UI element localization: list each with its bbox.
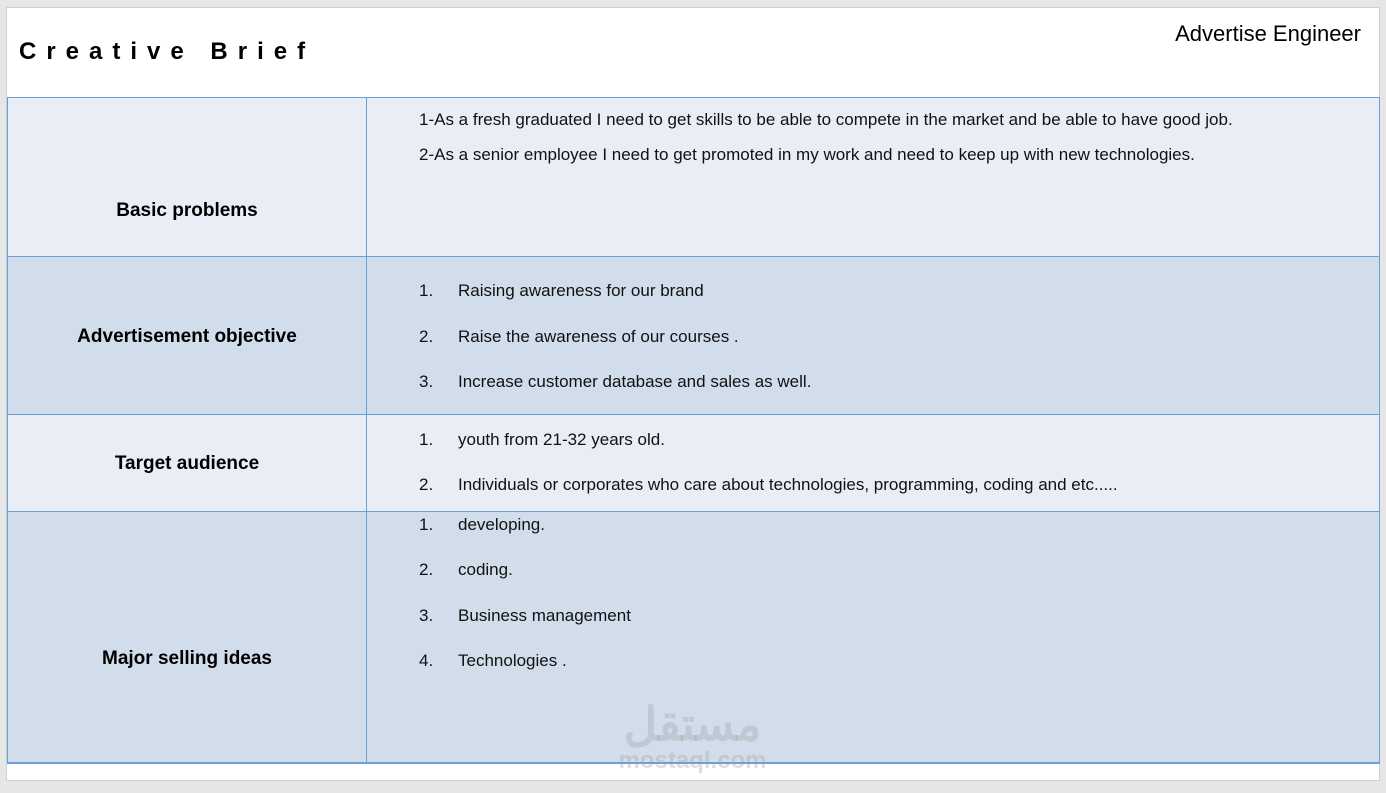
table-row-basic-problems	[7, 97, 1380, 256]
watermark-latin: mostaql.com	[618, 747, 767, 774]
role-heading: Advertise Engineer	[1175, 21, 1361, 46]
column-divider	[366, 415, 367, 511]
list-number: 3.	[419, 372, 434, 391]
column-divider	[366, 512, 367, 762]
list-number: 3.	[419, 606, 434, 625]
row-label: Advertisement objective	[77, 326, 297, 347]
list-text: Increase customer database and sales as well.	[458, 372, 812, 391]
list-text: Raising awareness for our brand	[458, 281, 704, 300]
table-row-target-audience	[7, 414, 1380, 511]
table-row-major-selling-ideas	[7, 511, 1380, 764]
list-text: youth from 21-32 years old.	[458, 430, 665, 449]
list-number: 1.	[419, 515, 434, 534]
row-label: Major selling ideas	[102, 648, 272, 669]
document-page	[6, 7, 1380, 781]
list-text: developing.	[458, 515, 545, 534]
row-label: Target audience	[114, 453, 260, 474]
problem-item: 2-As a senior employee I need to get promoted in my work and need to keep up with new technologies.	[419, 145, 1195, 164]
list-text: Technologies .	[458, 651, 567, 670]
list-number: 2.	[419, 327, 434, 346]
column-divider	[366, 98, 367, 256]
list-number: 1.	[419, 430, 434, 449]
row-label: Basic problems	[116, 200, 258, 221]
list-number: 1.	[419, 281, 434, 300]
watermark-arabic: مستقل	[623, 698, 762, 750]
list-number: 2.	[419, 475, 434, 494]
list-number: 2.	[419, 560, 434, 579]
list-number: 4.	[419, 651, 434, 670]
column-divider	[366, 257, 367, 414]
list-text: coding.	[458, 560, 513, 579]
table-row-advertisement-objective	[7, 256, 1380, 414]
document-title: Creative Brief	[19, 38, 316, 65]
list-text: Raise the awareness of our courses .	[458, 327, 739, 346]
problem-item: 1-As a fresh graduated I need to get skills to be able to compete in the market and be able to have good job.	[419, 110, 1233, 129]
list-text: Individuals or corporates who care about technologies, programming, coding and etc.....	[458, 475, 1118, 494]
list-text: Business management	[458, 606, 631, 625]
